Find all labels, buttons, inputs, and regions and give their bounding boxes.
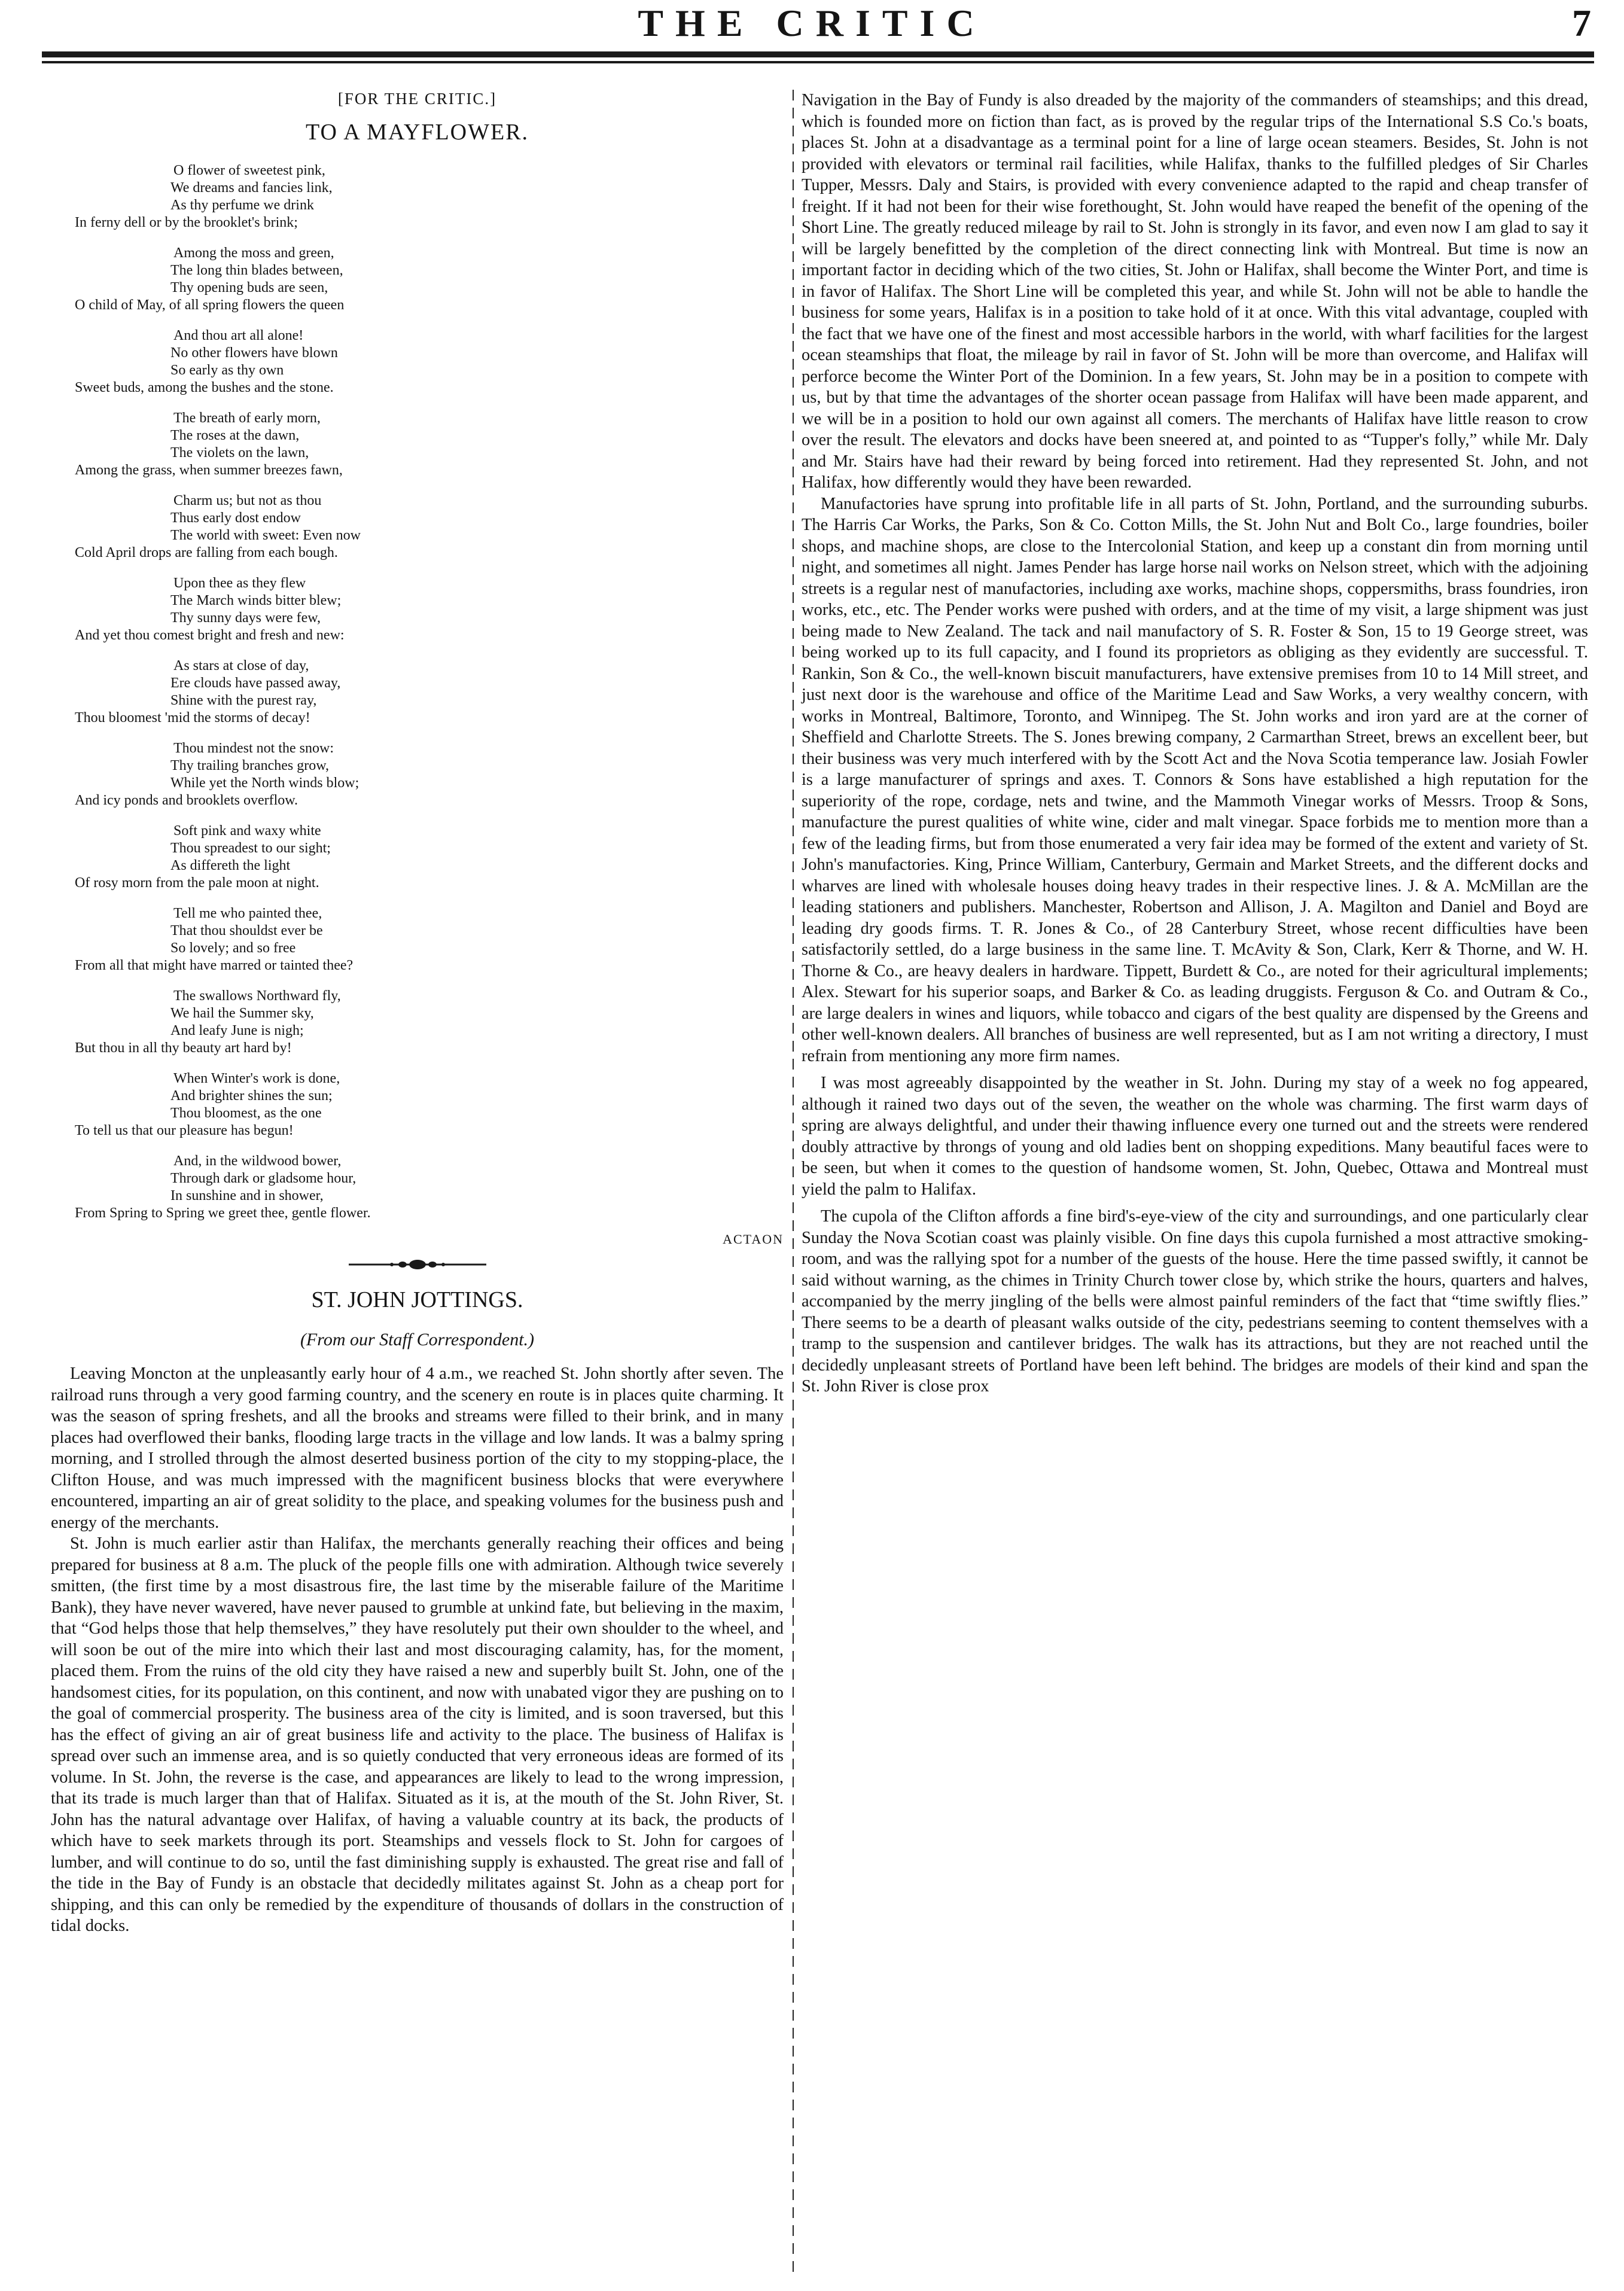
poem-line: O flower of sweetest pink, <box>173 163 325 178</box>
poem-stanza <box>51 988 784 1057</box>
poem-line: That thou shouldst ever be <box>170 923 323 939</box>
poem-line: Among the moss and green, <box>173 245 334 261</box>
poem-line: While yet the North winds blow; <box>170 775 359 791</box>
poem-line: So lovely; and so free <box>170 940 296 956</box>
poem-header: [FOR THE CRITIC.] <box>337 90 497 108</box>
article-paragraph: I was most agreeably disappointed by the weather in St. John. During my stay of a week no fog appeared, although it rained two days out of the seven, the weather on the whole was charming. The first warm days of spring are always delightful, and under their thawing influence every one turned out and the streets were rendered doubly attractive by throngs of young and old ladies bent on shopping expeditions. Many beautiful faces were to be seen, but when it comes to the question of handsome women, St. John, Quebec, Ottawa and Montreal must yield the palm to Halifax. <box>802 1074 1588 1199</box>
masthead-rule-thick <box>42 51 1594 57</box>
poem-line: The breath of early morn, <box>173 410 321 426</box>
poem-line: Tell me who painted thee, <box>173 906 322 921</box>
poem-line: Cold April drops are falling from each bough. <box>75 545 338 560</box>
poem-line: In sunshine and in shower, <box>170 1188 324 1204</box>
poem-line: Upon thee as they flew <box>173 575 306 591</box>
poem-line: The long thin blades between, <box>170 263 343 278</box>
poem-stanza <box>51 1153 784 1222</box>
poem-line: No other flowers have blown <box>170 345 338 361</box>
poem-line: We dreams and fancies link, <box>170 180 333 196</box>
article-left-body <box>51 1363 784 1937</box>
ornament-rule-icon <box>349 1258 486 1271</box>
poem-stanza <box>51 740 784 809</box>
poem-line: Thou spreadest to our sight; <box>170 840 331 856</box>
poem-author: ACTAON <box>723 1232 784 1247</box>
poem-stanza <box>51 245 784 314</box>
poem-line: As differeth the light <box>170 858 291 873</box>
poem-line: Thou bloomest 'mid the storms of decay! <box>75 710 310 726</box>
left-column <box>51 90 784 1937</box>
column-divider <box>793 90 794 2273</box>
poem-stanza <box>51 905 784 974</box>
poem-stanza <box>51 410 784 479</box>
poem-stanza <box>51 657 784 727</box>
poem-line: From all that might have marred or tainted thee? <box>75 958 354 973</box>
poem-line: Of rosy morn from the pale moon at night. <box>75 875 319 891</box>
poem-line: So early as thy own <box>170 362 284 378</box>
poem-line: The violets on the lawn, <box>170 445 309 461</box>
poem-line: Thy opening buds are seen, <box>170 280 328 295</box>
right-column <box>802 90 1588 1397</box>
poem-line: In ferny dell or by the brooklet's brink; <box>75 215 298 230</box>
masthead-title: THE CRITIC <box>638 2 986 44</box>
article-paragraph: Navigation in the Bay of Fundy is also dreaded by the majority of the commanders of steamships; and this dread, which is founded more on fiction than fact, as is proved by the regular trips of the International S.S Co.'s boats, places St. John at a disadvantage as a terminal point for a line of large ocean steamers. Besides, St. John is not provided with elevators or terminal rail facilities, while Halifax, thanks to the fulfilled pledges of Sir Charles Tupper, Messrs. Daly and Stairs, is provided with every convenience adapted to the rapid and cheap transfer of freight. If it had not been for their wise forethought, St. John would have reaped the benefit of the opening of the Short Line. The greatly reduced mileage by rail to St. John is strongly in its favor, and even now I am glad to say it will be largely benefitted by the completion of the direct connecting link with Montreal. But time is now an important factor in deciding which of the two cities, St. John or Halifax, shall become the Winter Port, and time is in favor of Halifax. The Short Line will be completed this year, and while St. John will not be able to handle the business for some years, Halifax is in a position to take hold of it at once. With this vital advantage, coupled with the fact that we have one of the finest and most accessible harbors in the world, with wharf facilities for the largest ocean steamships that float, the mileage by rail in favor of St. John will be more than overcome, and Halifax will perforce become the Winter Port of the Dominion. In a few years, St. John may be in a position to compete with us, but by that time the advantages of the shorter ocean passage from Halifax will have been made apparent, and we will be in a position to hold our own against all comers. The merchants of Halifax have little reason to crow over the result. The elevators and docks have been sneered at, and pointed to as “Tupper's folly,” while Mr. Daly and Mr. Stairs have had their reward by being forced into retirement. Had they represented St. John, and not Halifax, how differently would they have been rewarded. <box>802 91 1588 492</box>
poem-title: TO A MAYFLOWER. <box>305 120 529 145</box>
poem-line: Soft pink and waxy white <box>173 823 321 839</box>
poem-line: The swallows Northward fly, <box>173 988 341 1004</box>
poem-line: O child of May, of all spring flowers the queen <box>75 297 345 313</box>
poem-line: Thy trailing branches grow, <box>170 758 330 773</box>
poem-stanza <box>51 575 784 644</box>
poem-line: The world with sweet: Even now <box>170 528 361 543</box>
poem-stanza <box>51 162 784 231</box>
poem-line: Through dark or gladsome hour, <box>170 1171 357 1186</box>
page-number: 7 <box>1572 2 1591 44</box>
poem-line: Charm us; but not as thou <box>173 493 322 508</box>
poem-line: From Spring to Spring we greet thee, gentle flower. <box>75 1205 371 1221</box>
poem-line: Thou bloomest, as the one <box>170 1105 322 1121</box>
article-paragraph: Leaving Moncton at the unpleasantly early hour of 4 a.m., we reached St. John shortly after seven. The railroad runs through a very good farming country, and the scenery en route is in places quite charming. It was the season of spring freshets, and all the brooks and streams were filled to their brink, and in many places had overflowed their banks, flooding large tracts in the village and low lands. It was a balmy spring morning, and I strolled through the almost deserted business portion of the city to my stopping-place, the Clifton House, and was much impressed with the magnificent business blocks that were everywhere encountered, imparting an air of great solidity to the place, and speaking volumes for the business push and energy of the merchants. <box>51 1364 784 1532</box>
article-paragraph: Manufactories have sprung into profitable life in all parts of St. John, Portland, and the surrounding suburbs. The Harris Car Works, the Parks, Son & Co. Cotton Mills, the St. John Nut and Bolt Co., large foundries, boiler shops, and machine shops, are close to the Intercolonial Station, and keep up a constant din from morning until night, and sometimes all night. James Pender has large horse nail works on Nelson street, which with the adjoining streets is a regular nest of manufactories, including axe works, machine shops, coppersmiths, brass foundries, iron works, etc., etc. The Pender works were pushed with orders, and at the time of my visit, a large shipment was just being made to New Zealand. The tack and nail manufactory of S. R. Foster & Son, 15 to 19 George street, was being worked up to its full capacity, and I found its proprietors as obliging as they evidently are successful. T. Rankin, Son & Co., the well-known biscuit manufacturers, have extensive premises from 10 to 14 Mill street, and just next door is the warehouse and office of the Maritime Lead and Saw Works, a very wealthy concern, with works in Montreal, Baltimore, Toronto, and Winnipeg. The St. John works and iron yard are at the corner of Sheffield and Charlotte Streets. The S. Jones brewing company, 2 Carmarthan Street, brews an excellent beer, but their business was very much interfered with by the Scott Act and the Nova Scotia temperance law. Josiah Fowler is a large manufacturer of springs and axes. T. Connors & Sons have established a high reputation for the superiority of the rope, cordage, nets and twine, and the Mammoth Vinegar works of Messrs. Troop & Sons, manufacture the purest qualities of white wine, cider and malt vinegar. Space forbids me to mention more than a few of the leading firms, but from those enumerated a very fair idea may be formed of the extent and variety of St. John's manufactories. King, Prince William, Canterbury, Germain and Market Streets, and the different docks and wharves are lined with wholesale houses doing heavy trades in their respective lines. J. & A. McMillan are the leading stationers and publishers. Manchester, Robertson and Allison, J. A. Magilton and Daniel and Boyd are leading dry goods firms. T. R. Jones & Co., of 28 Canterbury Street, whose recent difficulties have been satisfactorily settled, do a large business in the same line. T. McAvity & Son, Clark, Kerr & Thorne, and W. H. Thorne & Co., are heavy dealers in hardware. Tippett, Burdett & Co., are noted for their agricultural implements; Alex. Stewart for his superior soaps, and Barker & Co. as leading druggists. Ferguson & Co. and Outram & Co., are large dealers in wines and liquors, while tobacco and cigars of the best quality are dispensed by the Greens and other well-known dealers. All branches of business are well represented, but as I am not writing a directory, I must refrain from mentioning any more firm names. <box>802 494 1588 1065</box>
article-byline: (From our Staff Correspondent.) <box>300 1330 535 1349</box>
poem-stanza <box>51 1070 784 1140</box>
poem-line: And yet thou comest bright and fresh and new: <box>75 627 345 643</box>
poem-line: The March winds bitter blew; <box>170 593 342 608</box>
poem-line: And thou art all alone! <box>173 328 304 343</box>
poem-body <box>51 162 784 1222</box>
poem-stanza <box>51 822 784 892</box>
masthead <box>0 0 1624 66</box>
poem-line: As thy perfume we drink <box>170 197 314 213</box>
article-paragraph: The cupola of the Clifton affords a fine bird's-eye-view of the city and surroundings, and one particularly clear Sunday the Nova Scotian coast was plainly visible. On fine days this cupola furnished a most attractive smoking-room, and was the rallying spot for a number of the guests of the house. Here the time passed swiftly, it cannot be said without warning, as the chimes in Trinity Church tower close by, which strike the hours, quarters and halves, accompanied by the merry jingling of the bells were almost painful reminders of the fact that “time swiftly flies.” There seems to be a dearth of pleasant walks outside of the city, pedestrians seeming to content themselves with a tramp to the suspension and cantilever bridges. The walk has its attractions, but they are not reached until the decidedly unpleasant streets of Portland have been left behind. The bridges are models of their kind and span the St. John River is close prox <box>802 1207 1588 1396</box>
article-title: ST. JOHN JOTTINGS. <box>311 1287 523 1312</box>
poem-line: Among the grass, when summer breezes fawn, <box>75 462 343 478</box>
article-paragraph: St. John is much earlier astir than Halifax, the merchants generally reaching their offices and being prepared for business at 8 a.m. The pluck of the people fills one with admiration. Although twice severely smitten, (the first time by a most disastrous fire, the last time by the miserable failure of the Maritime Bank), they have never wavered, have never paused to grumble at unkind fate, but believing in the maxim, that “God helps those that help themselves,” they have resolutely put their own shoulder to the wheel, and will soon be out of the mire into which their last and most discouraging calamity, has, for the moment, placed them. From the ruins of the old city they have raised a new and superbly built St. John, one of the handsomest cities, for its population, on this continent, and now with unabated vigor they are pushing on to the goal of commercial prosperity. The business area of the city is limited, and is soon traversed, but this has the effect of giving an air of great business life and activity to the place. The business of Halifax is spread over such an immense area, and is so quietly conducted that very erroneous ideas are formed of its volume. In St. John, the reverse is the case, and appearances are likely to lead to the wrong impression, that its trade is much larger than that of Halifax. Situated as it is, at the mouth of the St. John River, St. John has the natural advantage over Halifax, of having a valuable country at its back, the products of which have to seek markets through its port. Steamships and vessels flock to St. John for cargoes of lumber, and will continue to do so, until the fast diminishing supply is exhausted. The great rise and fall of the tide in the Bay of Fundy is an obstacle that decidedly militates against St. John as a cheap port for shipping, and this can only be remedied by the expenditure of thousands of dollars in the construction of tidal docks. <box>51 1534 784 1935</box>
poem-line: Ere clouds have passed away, <box>170 675 341 691</box>
poem-line: We hail the Summer sky, <box>170 1006 314 1021</box>
poem-line: The roses at the dawn, <box>170 428 300 443</box>
poem-line: And icy ponds and brooklets overflow. <box>75 793 298 808</box>
poem-line: Thus early dost endow <box>170 510 301 526</box>
poem-line: When Winter's work is done, <box>173 1071 340 1086</box>
poem-line: To tell us that our pleasure has begun! <box>75 1123 294 1138</box>
poem-line: Thy sunny days were few, <box>170 610 321 626</box>
poem-line: Shine with the purest ray, <box>170 693 317 708</box>
poem-line: As stars at close of day, <box>173 658 309 674</box>
poem-line: Sweet buds, among the bushes and the stone. <box>75 380 334 395</box>
poem-line: And, in the wildwood bower, <box>173 1153 342 1169</box>
poem-line: And leafy June is nigh; <box>170 1023 304 1038</box>
masthead-rule-thin <box>42 61 1594 63</box>
poem-line: But thou in all thy beauty art hard by! <box>75 1040 292 1056</box>
poem-line: Thou mindest not the snow: <box>173 741 334 756</box>
poem-line: And brighter shines the sun; <box>170 1088 333 1104</box>
poem-stanza <box>51 492 784 562</box>
poem-stanza <box>51 327 784 397</box>
